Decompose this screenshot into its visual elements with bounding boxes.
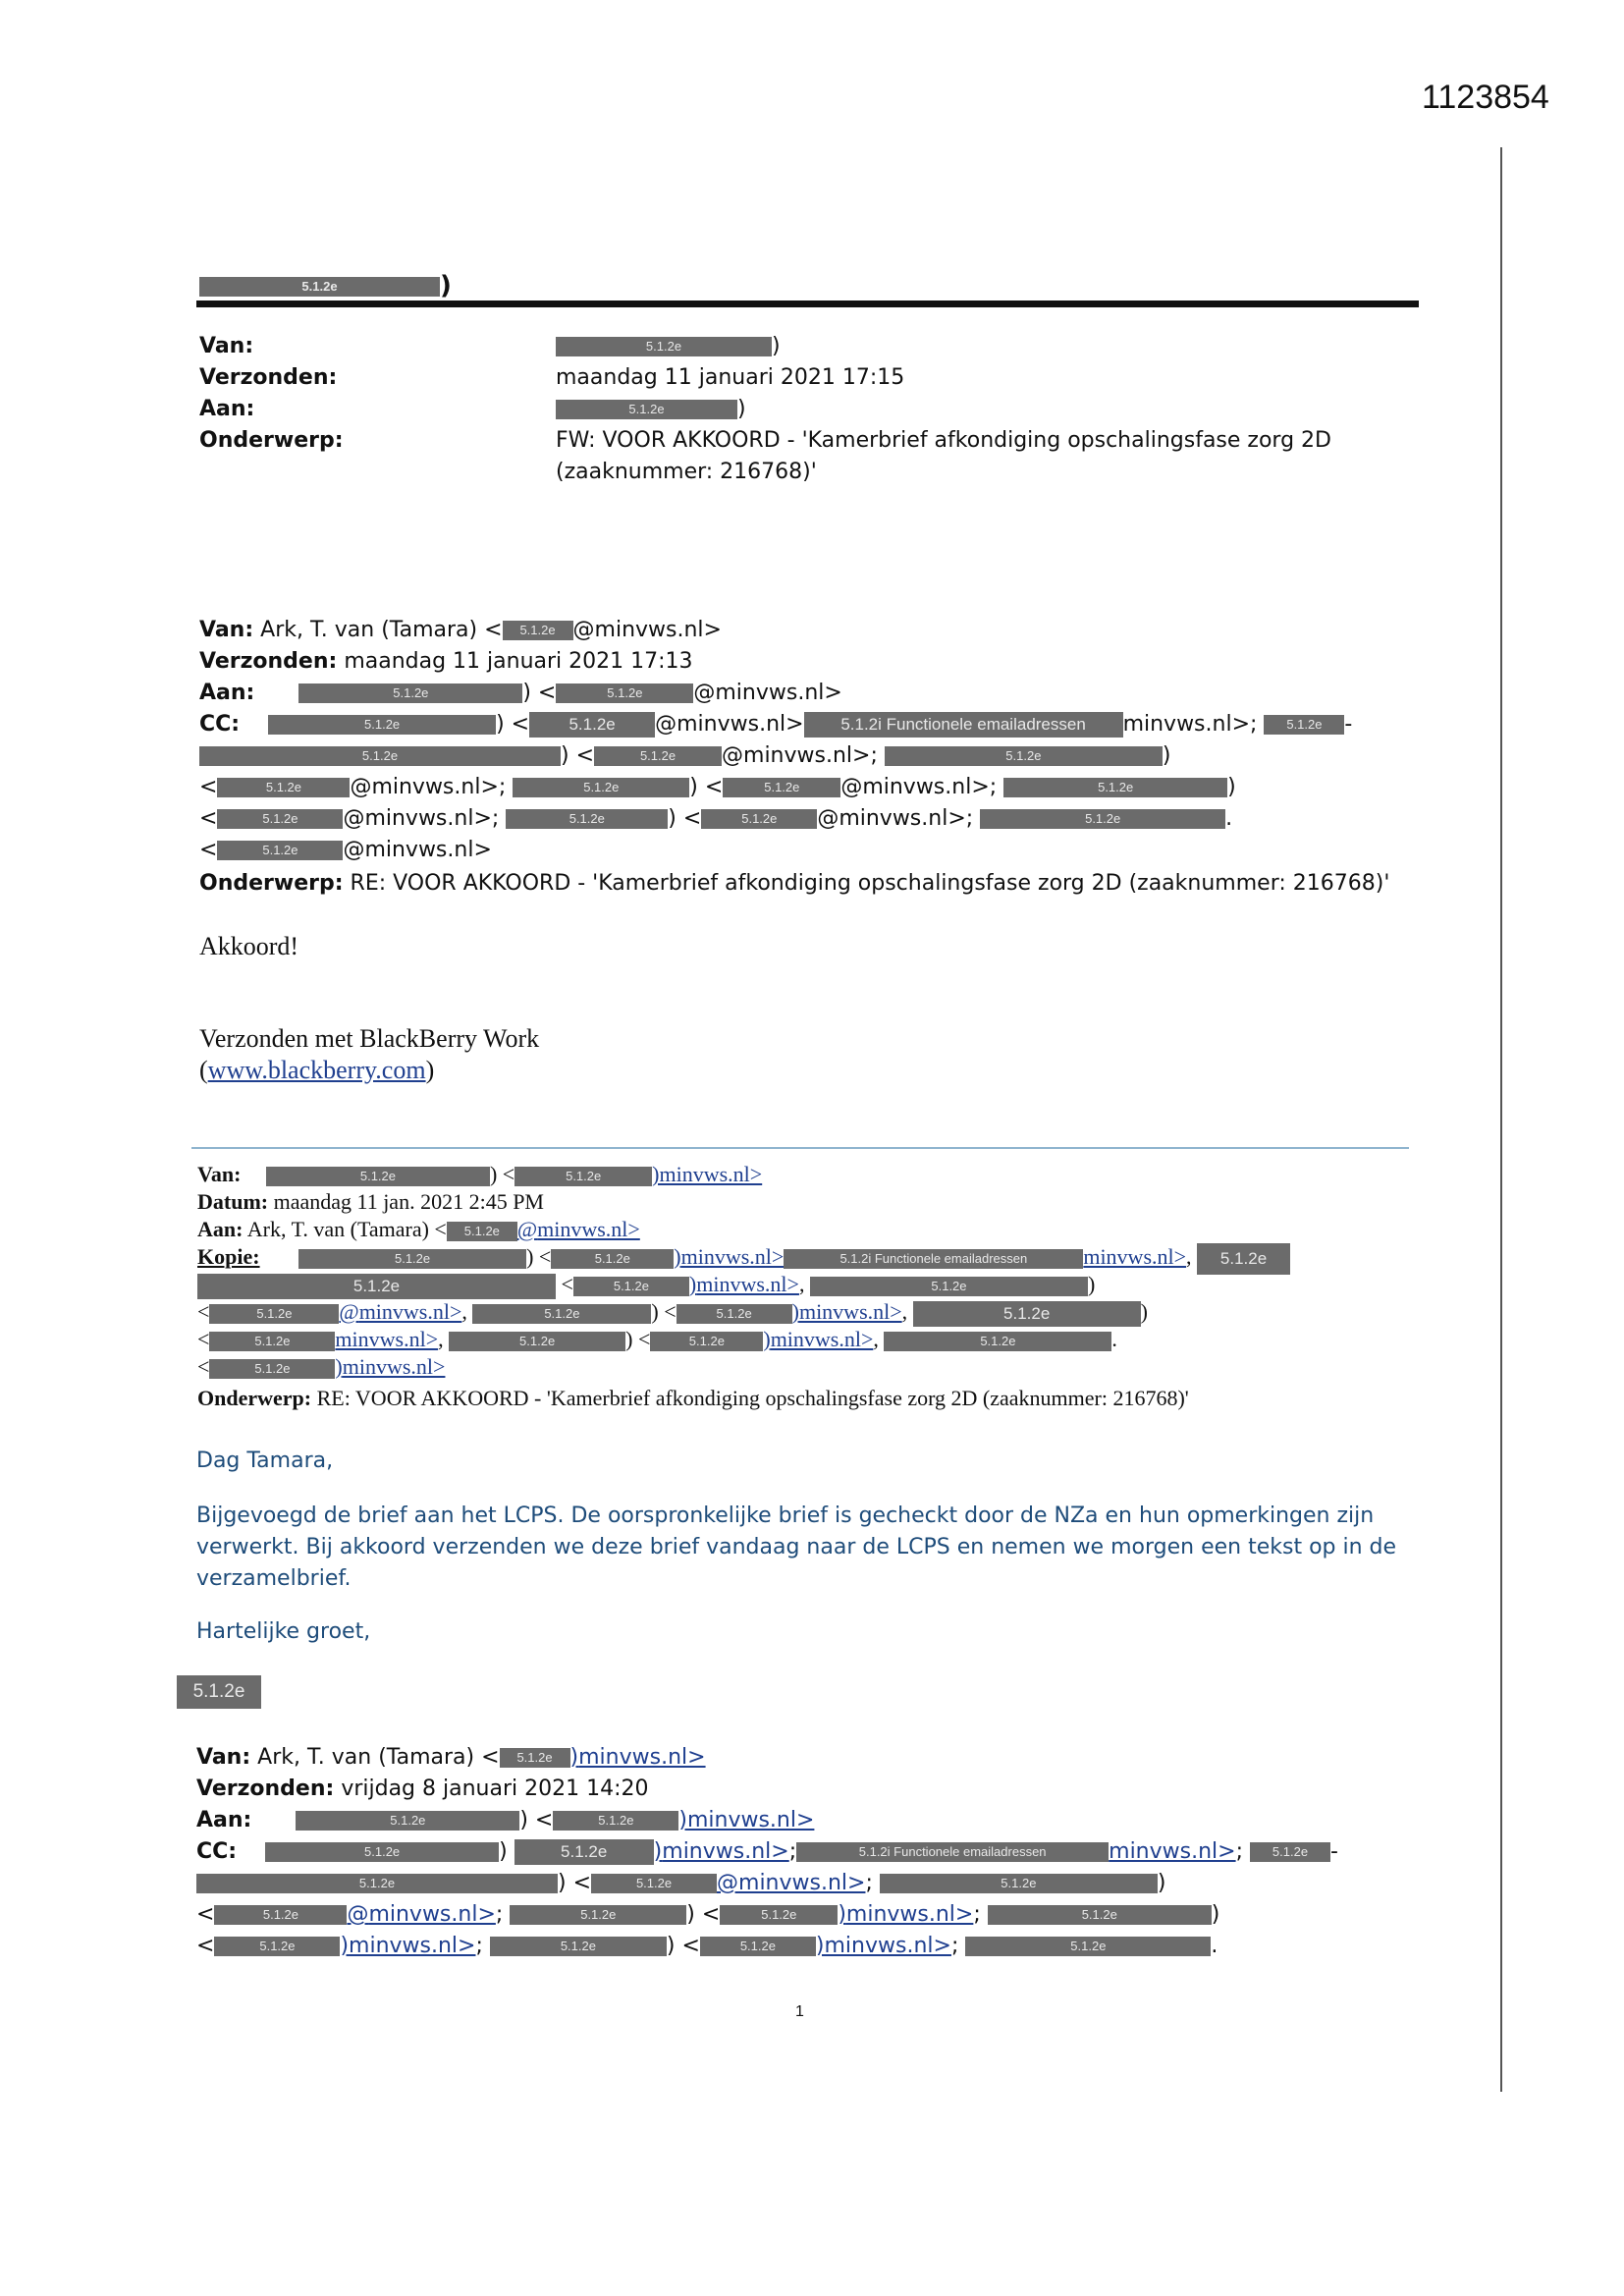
- email2-body-line2: verwerkt. Bij akkoord verzenden we deze brief vandaag naar de LCPS en nemen we morgen een tekst op in de: [196, 1535, 1397, 1559]
- email1-cc-line2: 5.1.2e ) < 5.1.2e @minvws.nl>; 5.1.2e ): [199, 742, 1170, 770]
- email3-aan: Aan: 5.1.2e ) < 5.1.2e )minvws.nl>: [196, 1808, 815, 1832]
- van-label: Van:: [199, 334, 254, 358]
- redaction-block: 5.1.2e: [556, 337, 772, 356]
- email2-closing: Hartelijke groet,: [196, 1619, 371, 1644]
- redaction-block: 5.1.2i Functionele emailadressen: [804, 712, 1123, 738]
- van-value: 5.1.2e ): [556, 334, 781, 358]
- redaction-block: 5.1.2e: [500, 1748, 570, 1768]
- redaction-block: 5.1.2e: [266, 1167, 490, 1186]
- redaction-block: 5.1.2e: [217, 841, 343, 860]
- document-number: 1123854: [1422, 79, 1549, 116]
- redaction-block: 5.1.2e: [556, 400, 737, 419]
- redaction-block: 5.1.2e: [551, 1249, 674, 1269]
- email1-cc-line4: < 5.1.2e @minvws.nl>; 5.1.2e ) < 5.1.2e @minvws.nl>; 5.1.2e .: [199, 806, 1233, 831]
- scan-edge-line: [1500, 147, 1502, 2092]
- redaction-block: 5.1.2e: [884, 1332, 1111, 1351]
- redaction-block: 5.1.2e: [490, 1937, 667, 1956]
- top-sender: 5.1.2e ): [199, 271, 452, 301]
- verzonden-value: maandag 11 januari 2021 17:15: [556, 365, 905, 390]
- redaction-block: 5.1.2e: [209, 1359, 335, 1379]
- redaction-block: 5.1.2e: [196, 1874, 558, 1893]
- redaction-block: 5.1.2e: [591, 1874, 717, 1893]
- email2-kopie-line3: < 5.1.2e @minvws.nl>, 5.1.2e ) < 5.1.2e )minvws.nl>, 5.1.2e ): [197, 1298, 1148, 1327]
- redaction-block: 5.1.2i Functionele emailadressen: [796, 1842, 1109, 1862]
- email1-cc-line3: < 5.1.2e @minvws.nl>; 5.1.2e ) < 5.1.2e @minvws.nl>; 5.1.2e ): [199, 775, 1236, 799]
- redaction-block: 5.1.2e: [298, 683, 522, 703]
- redaction-block: 5.1.2e: [265, 1842, 499, 1862]
- redaction-block: 5.1.2e: [447, 1222, 517, 1241]
- aan-label: Aan:: [199, 397, 255, 421]
- verzonden-label: Verzonden:: [199, 365, 338, 390]
- email1-aan: Aan: 5.1.2e ) < 5.1.2e @minvws.nl>: [199, 681, 842, 705]
- redaction-block: 5.1.2e: [1250, 1842, 1330, 1862]
- email3-cc-line2: 5.1.2e ) < 5.1.2e @minvws.nl>; 5.1.2e ): [196, 1870, 1165, 1897]
- email1-signature: Verzonden met BlackBerry Work: [199, 1024, 540, 1053]
- header-rule: [196, 301, 1419, 307]
- redaction-block: 5.1.2e: [214, 1937, 340, 1956]
- onderwerp-value-line1: FW: VOOR AKKOORD - 'Kamerbrief afkondiging opschalingsfase zorg 2D: [556, 428, 1331, 453]
- redaction-block: 5.1.2e: [199, 746, 561, 766]
- redaction-block: 5.1.2e: [980, 809, 1225, 829]
- redaction-block: 5.1.2e: [514, 1839, 654, 1865]
- email1-onderwerp: Onderwerp: RE: VOOR AKKOORD - 'Kamerbrief afkondiging opschalingsfase zorg 2D (zaaknummer: 216768)': [199, 871, 1390, 896]
- email1-cc-line1: CC: 5.1.2e ) < 5.1.2e @minvws.nl> 5.1.2i Functionele emailadressen minvws.nl>; 5.1.2e -: [199, 712, 1353, 737]
- email3-verzonden: Verzonden: vrijdag 8 januari 2021 14:20: [196, 1777, 649, 1801]
- redaction-block: 5.1.2e: [988, 1905, 1212, 1925]
- redaction-block: 5.1.2e: [594, 746, 722, 766]
- email2-datum: Datum: maandag 11 jan. 2021 2:45 PM: [197, 1189, 544, 1214]
- email2-body-line1: Bijgevoegd de brief aan het LCPS. De oorspronkelijke brief is gecheckt door de NZa en hun opmerkingen zijn: [196, 1503, 1375, 1528]
- email2-greeting: Dag Tamara,: [196, 1449, 334, 1473]
- email2-aan: Aan: Ark, T. van (Tamara) < 5.1.2e @minvws.nl>: [197, 1217, 640, 1241]
- redaction-block: 5.1.2e: [701, 809, 817, 829]
- redaction-block: 5.1.2e: [514, 1167, 652, 1186]
- redaction-block: 5.1.2e: [268, 715, 496, 735]
- email2-kopie-line2: 5.1.2e < 5.1.2e )minvws.nl>, 5.1.2e ): [197, 1271, 1095, 1299]
- redaction-block: 5.1.2i Functionele emailadressen: [784, 1249, 1083, 1269]
- redaction-block: 5.1.2e: [1003, 778, 1227, 797]
- redaction-block: 5.1.2e: [296, 1811, 519, 1831]
- redaction-block: 5.1.2e: [209, 1332, 335, 1351]
- email2-kopie-line1: Kopie: 5.1.2e ) < 5.1.2e )minvws.nl> 5.1.2i Functionele emailadressen minvws.nl>, 5.1.2e: [197, 1243, 1290, 1275]
- redaction-block: 5.1.2e: [209, 1304, 339, 1324]
- redaction-block: 5.1.2e: [510, 1905, 686, 1925]
- redaction-block: 5.1.2e: [506, 809, 668, 829]
- redaction-block: 5.1.2e: [880, 1874, 1158, 1893]
- redaction-block: 5.1.2e: [529, 712, 655, 738]
- email-separator: [191, 1147, 1409, 1149]
- redaction-block: 5.1.2e: [677, 1304, 792, 1324]
- onderwerp-label: Onderwerp:: [199, 428, 344, 453]
- redaction-block: 5.1.2e: [199, 277, 440, 297]
- redaction-block: 5.1.2e: [573, 1277, 689, 1296]
- email2-body-line3: verzamelbrief.: [196, 1566, 352, 1591]
- email2-signature-redaction: 5.1.2e: [177, 1675, 261, 1709]
- email3-cc-line3: < 5.1.2e @minvws.nl>; 5.1.2e ) < 5.1.2e )minvws.nl>; 5.1.2e ): [196, 1902, 1220, 1927]
- email2-kopie-line4: < 5.1.2e minvws.nl>, 5.1.2e ) < 5.1.2e )minvws.nl>, 5.1.2e .: [197, 1327, 1117, 1351]
- redaction-block: 5.1.2e: [217, 778, 350, 797]
- email3-van: Van: Ark, T. van (Tamara) < 5.1.2e )minvws.nl>: [196, 1745, 706, 1770]
- redaction-block: 5.1.2e: [197, 1274, 556, 1299]
- aan-value: 5.1.2e ): [556, 397, 746, 421]
- redaction-block: 5.1.2e: [650, 1332, 763, 1351]
- email2-onderwerp: Onderwerp: RE: VOOR AKKOORD - 'Kamerbrief afkondiging opschalingsfase zorg 2D (zaaknummer: 216768)': [197, 1386, 1189, 1410]
- email1-cc-line5: < 5.1.2e @minvws.nl>: [199, 838, 492, 862]
- email3-cc-line4: < 5.1.2e )minvws.nl>; 5.1.2e ) < 5.1.2e )minvws.nl>; 5.1.2e .: [196, 1934, 1218, 1958]
- redaction-block: 5.1.2e: [700, 1937, 816, 1956]
- redaction-block: 5.1.2e: [810, 1277, 1088, 1296]
- email2-kopie-line5: < 5.1.2e )minvws.nl>: [197, 1354, 446, 1379]
- redaction-block: 5.1.2e: [965, 1937, 1211, 1956]
- email1-van: Van: Ark, T. van (Tamara) < 5.1.2e @minvws.nl>: [199, 618, 722, 642]
- redaction-block: 5.1.2e: [913, 1301, 1141, 1327]
- redaction-block: 5.1.2e: [217, 809, 343, 829]
- redaction-block: 5.1.2e: [556, 683, 693, 703]
- email2-van: Van: 5.1.2e ) < 5.1.2e )minvws.nl>: [197, 1162, 763, 1186]
- email3-cc-line1: CC: 5.1.2e ) 5.1.2e )minvws.nl>; 5.1.2i Functionele emailadressen minvws.nl>; 5.1.2e -: [196, 1839, 1338, 1864]
- redaction-block: 5.1.2e: [214, 1905, 347, 1925]
- redaction-block: 5.1.2e: [720, 1905, 838, 1925]
- redaction-block: 5.1.2e: [449, 1332, 625, 1351]
- redaction-block: 5.1.2e: [1264, 715, 1344, 735]
- redaction-block: 5.1.2e: [885, 746, 1163, 766]
- redaction-block: 5.1.2e: [553, 1811, 678, 1831]
- onderwerp-value-line2: (zaaknummer: 216768)': [556, 460, 817, 484]
- email1-verzonden: Verzonden: maandag 11 januari 2021 17:13: [199, 649, 693, 674]
- blackberry-link[interactable]: www.blackberry.com: [207, 1056, 426, 1084]
- redaction-block: 5.1.2e: [503, 621, 573, 640]
- redaction-block: 5.1.2e: [298, 1249, 526, 1269]
- redaction-block: 5.1.2e: [513, 778, 689, 797]
- redaction-block: 5.1.2e: [472, 1304, 651, 1324]
- redaction-block: 5.1.2e: [1197, 1243, 1290, 1275]
- email1-signature-link-line: (www.blackberry.com): [199, 1056, 435, 1084]
- email1-body: Akkoord!: [199, 932, 299, 960]
- redaction-block: 5.1.2e: [723, 778, 840, 797]
- page-number: 1: [795, 2003, 804, 2020]
